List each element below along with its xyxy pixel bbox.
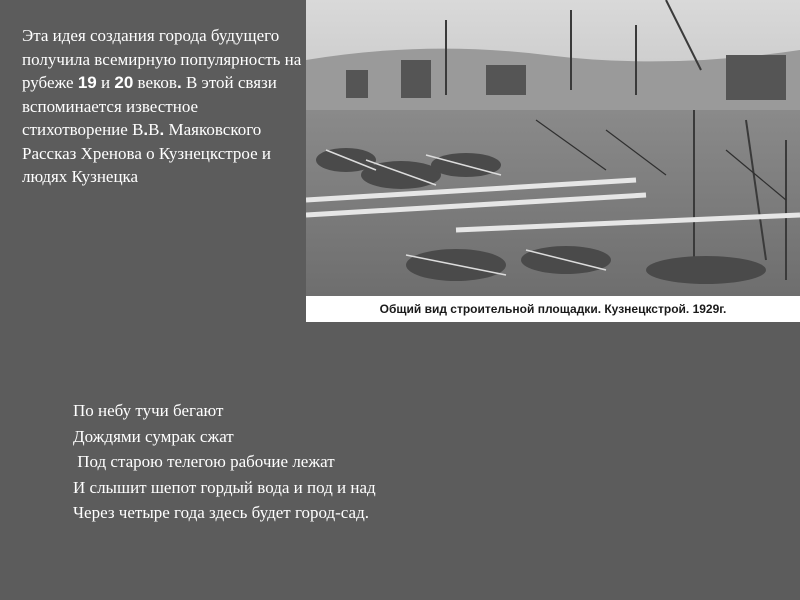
intro-text-2: и — [96, 73, 115, 92]
intro-number-19: 19 — [77, 73, 97, 92]
intro-dot-1: . — [176, 73, 182, 92]
construction-photo-illustration — [306, 0, 800, 296]
intro-text-4: В этой связи вспоминается известное стихотворение В — [22, 73, 277, 139]
poem-line: И слышит шепот гордый вода и под и над — [73, 477, 376, 497]
photo-caption: Общий вид строительной площадки. Кузнецкстрой. 1929г. — [306, 296, 800, 322]
intro-text-1: Эта идея создания города будущего получила всемирную популярность на рубеже — [22, 26, 302, 92]
construction-site-photo — [306, 0, 800, 322]
poem-line: Через четыре года здесь будет город-сад. — [73, 503, 370, 522]
intro-text-6: Маяковского Рассказ Хренова о Кузнецкстрое и людях Кузнецка — [22, 120, 272, 186]
poem — [73, 398, 493, 526]
poem-line: Дождями сумрак сжат — [73, 426, 234, 446]
intro-text-3: веков — [133, 73, 177, 92]
intro-number-20: 20 — [114, 73, 134, 92]
intro-dot-3: . — [159, 120, 165, 139]
poem-line: По небу тучи бегают — [73, 401, 224, 420]
intro-dot-2: . — [143, 120, 149, 139]
intro-text-5: В — [148, 120, 160, 139]
poem-line: Под старою телегою рабочие лежат — [73, 452, 335, 471]
intro-paragraph — [22, 24, 307, 189]
